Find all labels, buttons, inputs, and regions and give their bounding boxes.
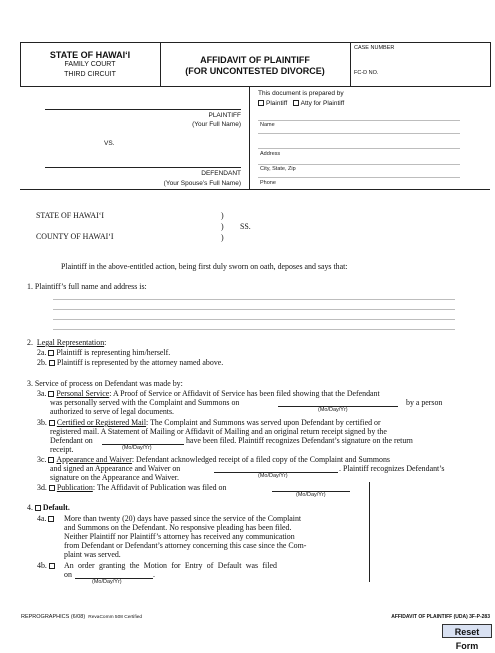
address-label: Address [260,151,281,157]
prepared-by-label: This document is prepared by [258,90,344,97]
item-3b-line2: registered mail. A Statement of Mailing or Affidavit of Mailing and an original return receipt signed by the [50,427,387,436]
venue-ss: SS. [240,222,251,231]
item-3b-line3-end: have been filed. Plaintiff recognizes Defendant’s signature on the return [186,436,413,445]
item-3a-title: Personal Service [56,389,110,398]
item-4a-checkbox[interactable] [48,516,54,522]
footer-certified: RevaComm 508 Certified [88,615,143,620]
footer-form-id: AFFIDAVIT OF PLAINTIFF (UDA) 3F-P-283 [391,614,490,620]
case-number-label: CASE NUMBER [354,45,395,51]
item-4b-number: 4b. [37,561,47,570]
reset-form-button[interactable]: Reset Form [442,624,492,638]
city-state-zip-label: City, State, Zip [260,166,296,172]
item-3b-number: 3b. [37,418,47,427]
item-4a-line3: Neither Plaintiff nor Plaintiff’s attorney has received any communication [64,532,295,541]
item-4a-number-wrap [37,514,56,523]
defendant-label: DEFENDANT [201,170,241,177]
item-4a-number: 4a. [37,514,47,523]
item-4-number: 4. [27,503,33,512]
item-4b-line2: on [64,570,72,579]
item-2a-number: 2a. [37,348,47,357]
preparer-info-fields[interactable] [258,110,460,188]
item-2b-number: 2b. [37,358,47,367]
item-4a-line1: More than twenty (20) days have passed since the service of the Complaint [64,514,302,523]
item-2b-text: Plaintiff is represented by the attorney named above. [56,358,224,367]
item-4a-line5: plaint was served. [64,550,121,559]
plaintiff-option-label: Plaintiff [266,100,288,107]
item-3-label: 3. Service of process on Defendant was made by: [27,379,183,388]
item-3b-line3-start: Defendant on [50,436,93,445]
item-2-number: 2. [27,338,33,347]
court-circuit: THIRD CIRCUIT [64,71,116,78]
item-3a-line2-start: was personally served with the Complaint and Summons on [50,398,240,407]
footer-left [21,614,142,620]
item-3c-number: 3c. [37,455,47,464]
item-3a-line3: authorized to serve of legal documents. [50,407,175,416]
item-3a-line2-end: by a person [406,398,443,407]
item-3d-checkbox[interactable] [49,485,55,491]
item-4b-date-hint: (Mo/Day/Yr) [92,579,122,585]
versus: VS. [104,140,115,147]
item-3c-date-hint: (Mo/Day/Yr) [258,473,288,479]
phone-label: Phone [260,180,276,186]
item-3d [37,483,226,492]
attorney-checkbox[interactable] [293,100,299,106]
plaintiff-name-line[interactable] [45,109,241,110]
item-3b-line4: receipt. [50,445,74,454]
item-2a-text: Plaintiff is representing him/herself. [56,348,171,357]
item-3a-number: 3a. [37,389,47,398]
item-3b-title: Certified or Registered Mail [56,418,147,427]
item-2b [37,358,223,367]
item-3a [37,389,380,398]
intro-text: Plaintiff in the above-entitled action, being first duly sworn on oath, deposes and says that: [61,262,348,271]
item-4: 4. Default. [27,503,70,512]
court-name: FAMILY COURT [64,61,116,68]
item-2b-checkbox[interactable] [49,360,55,366]
item-2 [27,338,106,347]
item-3a-line1: : A Proof of Service or Affidavit of Service has been filed showing that the Defendant [109,389,380,398]
item-3d-number: 3d. [37,483,47,492]
name-label: Name [260,122,275,128]
item-4-title: Default [42,503,68,512]
item-3b-line1: : The Complaint and Summons was served upon Defendant by certified or [146,418,381,427]
attorney-option-label: Atty for Plaintiff [300,100,345,107]
prepared-by-options [258,100,344,107]
item-3d-date-hint: (Mo/Day/Yr) [296,492,326,498]
footer-reprographics: REPROGRAPHICS (6/08) [21,614,86,620]
item-4b-checkbox[interactable] [49,563,55,569]
item-4b-line1: An order granting the Motion for Entry of Default was filed [64,561,277,570]
item-3c-line3: signature on the Appearance and Waiver. [50,473,179,482]
venue-paren-2: ) [221,222,224,231]
plaintiff-address-field[interactable] [53,292,455,332]
venue-paren-3: ) [221,233,224,242]
item-3c-line2-start: and signed an Appearance and Waiver on [50,464,181,473]
case-number-field[interactable] [384,64,486,76]
defendant-sublabel: (Your Spouse’s Full Name) [163,180,241,187]
item-4a-line4: from Defendant or Defendant’s attorney concerning this case since the Com- [64,541,307,550]
item-3a-date-hint: (Mo/Day/Yr) [318,407,348,413]
plaintiff-label: PLAINTIFF [208,112,241,119]
item-1-label: 1. Plaintiff’s full name and address is: [27,282,147,291]
item-3c-title: Appearance and Waiver [56,455,132,464]
item-3c-checkbox[interactable] [48,457,54,463]
item-3c-line1: : Defendant acknowledged receipt of a filed copy of the Complaint and Summons [131,455,391,464]
item-3c-line2-end: . Plaintiff recognizes Defendant’s [339,464,445,473]
item-2-colon: : [104,338,107,347]
venue-state: STATE OF HAWAI‘I [36,211,104,220]
item-3b-date-hint: (Mo/Day/Yr) [122,445,152,451]
document-subtitle: (FOR UNCONTESTED DIVORCE) [185,66,325,76]
defendant-name-line[interactable] [45,167,241,168]
court-state: STATE OF HAWAI‘I [49,50,131,60]
item-4-checkbox[interactable] [35,505,41,511]
item-2a-checkbox[interactable] [48,350,54,356]
header-bottom-rule [20,189,490,190]
item-3b [37,418,381,427]
item-2a [37,348,170,357]
item-3a-checkbox[interactable] [48,391,54,397]
default-section-divider [369,482,370,582]
item-3d-line1: : The Affidavit of Publication was filed on [92,483,227,492]
item-4a-line2: and Summons on the Defendant. No responsive pleading has been filed. [64,523,292,532]
venue-county: COUNTY OF HAWAI‘I [36,232,114,241]
plaintiff-sublabel: (Your Full Name) [192,121,241,128]
document-title: AFFIDAVIT OF PLAINTIFF [200,55,310,65]
item-3b-checkbox[interactable] [49,420,55,426]
item-3c [37,455,390,464]
item-3d-title: Publication [56,483,93,492]
plaintiff-checkbox[interactable] [258,100,264,106]
item-4b-number-wrap [37,561,57,570]
venue-paren-1: ) [221,211,224,220]
item-2-title: Legal Representation [36,338,105,347]
fc-d-number-label: FC-D NO. [354,70,379,76]
